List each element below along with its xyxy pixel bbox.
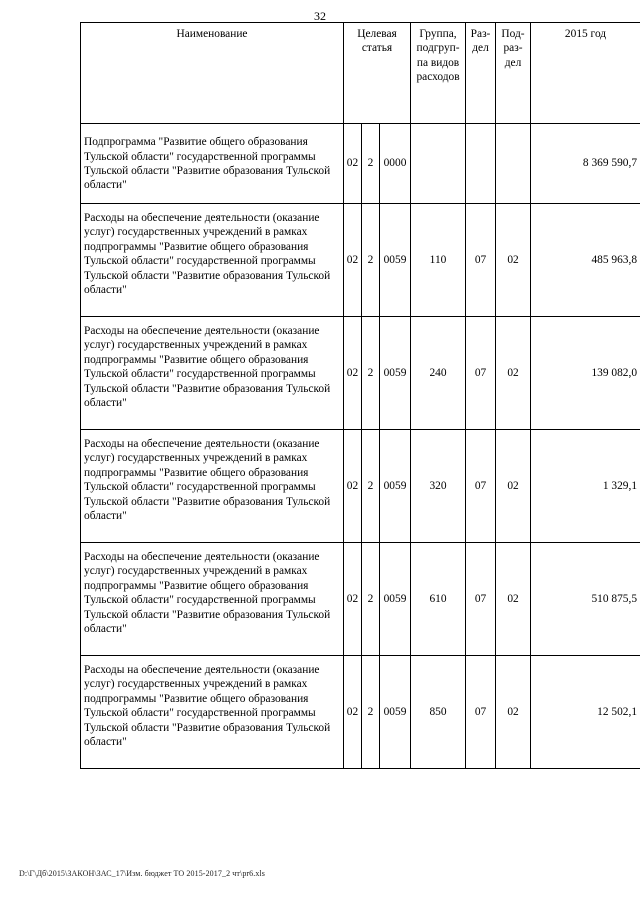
row-name: Расходы на обеспечение деятельности (оказание услуг) государственных учреждений в рамках подпрограммы "Развитие общего образования Тульской области" государственной программы Тульской области "Развитие образования Тульской области"	[81, 430, 344, 543]
row-section: 07	[466, 543, 496, 656]
header-target-article: Целевая статья	[344, 23, 411, 124]
row-code3: 0000	[380, 124, 411, 204]
header-section: Раз-дел	[466, 23, 496, 124]
row-amount: 12 502,1	[531, 656, 640, 769]
row-code3: 0059	[380, 204, 411, 317]
row-name: Расходы на обеспечение деятельности (оказание услуг) государственных учреждений в рамках подпрограммы "Развитие общего образования Тульской области" государственной программы Тульской области "Развитие образования Тульской области"	[81, 656, 344, 769]
row-code1: 02	[344, 204, 362, 317]
row-code1: 02	[344, 656, 362, 769]
file-path-footer: D:\Г\Дб\2015\ЗАКОН\ЗАС_17\Изм. бюджет ТО 2015-2017_2 чт\pr6.xls	[19, 869, 266, 878]
table-row	[81, 430, 640, 543]
row-group: 110	[411, 204, 466, 317]
header-row	[81, 23, 640, 124]
row-amount: 485 963,8	[531, 204, 640, 317]
row-code2: 2	[362, 317, 380, 430]
row-amount: 1 329,1	[531, 430, 640, 543]
row-subsection: 02	[496, 656, 531, 769]
header-year: 2015 год	[531, 23, 640, 124]
row-group: 850	[411, 656, 466, 769]
row-subsection: 02	[496, 430, 531, 543]
row-group: 610	[411, 543, 466, 656]
header-group: Группа, подгруп-па видов расходов	[411, 23, 466, 124]
budget-table	[80, 22, 640, 769]
row-code2: 2	[362, 656, 380, 769]
row-code1: 02	[344, 430, 362, 543]
row-code2: 2	[362, 204, 380, 317]
header-subsection: Под-раз-дел	[496, 23, 531, 124]
row-code3: 0059	[380, 656, 411, 769]
row-name: Расходы на обеспечение деятельности (оказание услуг) государственных учреждений в рамках подпрограммы "Развитие общего образования Тульской области" государственной программы Тульской области "Развитие образования Тульской области"	[81, 204, 344, 317]
row-name: Подпрограмма "Развитие общего образования Тульской области" государственной программы Тульской области "Развитие образования Тульской области"	[81, 124, 344, 204]
row-code2: 2	[362, 430, 380, 543]
row-subsection: 02	[496, 204, 531, 317]
row-code2: 2	[362, 124, 380, 204]
row-amount: 8 369 590,7	[531, 124, 640, 204]
row-group: 320	[411, 430, 466, 543]
row-section: 07	[466, 204, 496, 317]
row-section: 07	[466, 317, 496, 430]
row-section	[466, 124, 496, 204]
header-name: Наименование	[81, 23, 344, 124]
row-code2: 2	[362, 543, 380, 656]
table-row	[81, 317, 640, 430]
row-code1: 02	[344, 543, 362, 656]
row-code3: 0059	[380, 317, 411, 430]
row-group: 240	[411, 317, 466, 430]
row-subsection: 02	[496, 317, 531, 430]
row-section: 07	[466, 430, 496, 543]
row-subsection	[496, 124, 531, 204]
row-amount: 139 082,0	[531, 317, 640, 430]
row-group	[411, 124, 466, 204]
row-subsection: 02	[496, 543, 531, 656]
row-code3: 0059	[380, 430, 411, 543]
row-name: Расходы на обеспечение деятельности (оказание услуг) государственных учреждений в рамках подпрограммы "Развитие общего образования Тульской области" государственной программы Тульской области "Развитие образования Тульской области"	[81, 543, 344, 656]
table-row	[81, 543, 640, 656]
page-number: 32	[314, 9, 326, 23]
table-body	[81, 23, 640, 769]
row-amount: 510 875,5	[531, 543, 640, 656]
row-code3: 0059	[380, 543, 411, 656]
row-section: 07	[466, 656, 496, 769]
row-name: Расходы на обеспечение деятельности (оказание услуг) государственных учреждений в рамках подпрограммы "Развитие общего образования Тульской области" государственной программы Тульской области "Развитие образования Тульской области"	[81, 317, 344, 430]
row-code1: 02	[344, 317, 362, 430]
table-row	[81, 656, 640, 769]
row-code1: 02	[344, 124, 362, 204]
table-row	[81, 204, 640, 317]
table-row	[81, 124, 640, 204]
